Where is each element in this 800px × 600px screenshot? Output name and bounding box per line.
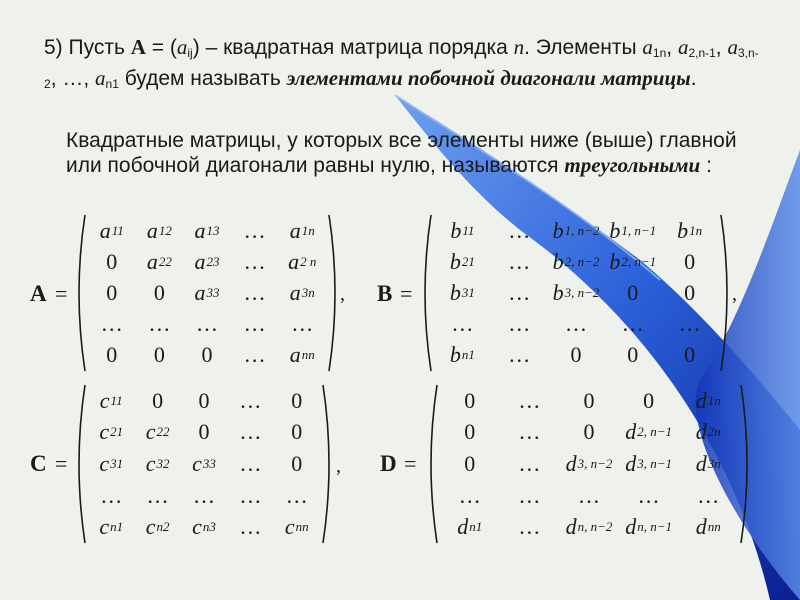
matrix-d-label: D (380, 451, 397, 476)
element-symbol: c (99, 419, 110, 445)
matrix-cell (231, 340, 279, 371)
matrix-cell (678, 448, 738, 480)
element-index: 22 (158, 253, 172, 269)
matrix-grid (88, 385, 320, 543)
matrix-cell (619, 417, 679, 449)
matrix-cell (559, 480, 619, 512)
element-index: 22 (156, 424, 170, 440)
matrix-cell (231, 309, 279, 340)
matrix-cell (88, 215, 136, 246)
element-symbol: b (552, 217, 564, 243)
right-parenthesis (721, 215, 727, 371)
matrix-cell (88, 448, 134, 480)
matrix-cell (231, 277, 279, 308)
element-symbol: a (194, 248, 206, 274)
element-index: 11 (111, 222, 124, 238)
element-symbol: a (146, 248, 158, 274)
element-symbol: a (289, 342, 301, 368)
element-value: … (508, 311, 531, 337)
element-index: n1 (461, 347, 475, 363)
element-index: 2, n−2 (564, 253, 600, 269)
element-value: 0 (153, 279, 165, 305)
matrix-cell (440, 417, 500, 449)
element-symbol: d (625, 419, 637, 445)
element-symbol: a (194, 279, 206, 305)
element-index: 1, n−1 (621, 222, 657, 238)
matrix-cell (227, 417, 273, 449)
matrix-cell (434, 215, 491, 246)
matrix-cell (491, 215, 548, 246)
matrix-cell (88, 246, 136, 277)
element-value: … (243, 248, 266, 274)
matrix-d (428, 383, 750, 545)
matrix-grid (434, 215, 718, 371)
matrix-cell (559, 448, 619, 480)
element-value: 0 (198, 419, 210, 445)
matrix-d-equals: = (404, 451, 417, 476)
matrix-cell (274, 385, 320, 417)
element-value: 0 (153, 342, 165, 368)
matrix-cell (678, 480, 738, 512)
element-value: 0 (464, 419, 476, 445)
matrix-cell (181, 448, 227, 480)
matrix-cell (491, 309, 548, 340)
element-symbol: c (99, 450, 110, 476)
matrix-cell (231, 215, 279, 246)
matrix-a-equals: = (55, 281, 68, 306)
matrix-cell (183, 246, 231, 277)
element-symbol: b (677, 217, 689, 243)
matrix-cell (134, 417, 180, 449)
element-value: … (243, 342, 266, 368)
element-symbol: d (695, 387, 707, 413)
matrix-cell (559, 511, 619, 543)
matrix-A-symbol: A (130, 35, 146, 59)
element-symbol: b (449, 248, 461, 274)
element-value: 0 (627, 342, 639, 368)
element-index: 11 (462, 222, 475, 238)
left-parenthesis (425, 215, 431, 371)
element-value: … (146, 482, 169, 508)
element-index: 3n (707, 455, 721, 471)
matrix-cell (278, 309, 326, 340)
matrix-cell (136, 277, 184, 308)
matrix-cell (548, 340, 605, 371)
element-value: … (285, 482, 308, 508)
right-parenthesis (329, 215, 335, 371)
element-index: n, n−2 (577, 519, 613, 535)
element-index: 11 (110, 392, 123, 408)
element-value: 0 (198, 387, 210, 413)
element-value: 0 (643, 387, 655, 413)
element-value: … (518, 387, 541, 413)
element-value: 0 (291, 419, 303, 445)
element-value: … (451, 311, 474, 337)
element-index: 31 (110, 455, 124, 471)
element-value: 0 (291, 387, 303, 413)
matrix-b-label: B (377, 281, 393, 306)
matrix-cell (88, 417, 134, 449)
matrix-cell (136, 215, 184, 246)
element-index: 31 (461, 284, 475, 300)
element-index: nn (301, 347, 315, 363)
element-symbol: d (565, 514, 577, 540)
matrix-cell (559, 417, 619, 449)
matrix-c-comma: , (336, 455, 341, 477)
element-value: … (100, 482, 123, 508)
matrix-cell (134, 448, 180, 480)
matrix-cell (136, 309, 184, 340)
element-index: 33 (202, 455, 216, 471)
matrix-cell (500, 417, 560, 449)
element-value: … (239, 450, 262, 476)
matrix-cell (88, 385, 134, 417)
element-value: … (239, 482, 262, 508)
matrix-cell (181, 480, 227, 512)
matrix-cell (604, 277, 661, 308)
matrix-cell (440, 511, 500, 543)
element-value: 0 (291, 450, 303, 476)
element-index: 2 n (300, 253, 317, 269)
matrix-cell (88, 480, 134, 512)
element-value: … (239, 387, 262, 413)
element-symbol: d (565, 450, 577, 476)
matrix-cell (661, 340, 718, 371)
element-value: … (621, 311, 644, 337)
matrix-cell (500, 480, 560, 512)
element-index: n3 (202, 519, 216, 535)
matrix-cell (678, 385, 738, 417)
matrix-grid (440, 385, 738, 543)
matrix-cell (183, 309, 231, 340)
matrix-cell (661, 246, 718, 277)
left-parenthesis (79, 385, 85, 543)
matrix-cell (274, 448, 320, 480)
element-index: n1 (110, 519, 124, 535)
element-value: … (518, 482, 541, 508)
matrix-cell (181, 511, 227, 543)
matrix-cell (619, 511, 679, 543)
matrix-cell (134, 511, 180, 543)
element-symbol: b (609, 248, 621, 274)
element-index: 21 (110, 424, 124, 440)
element-value: … (508, 279, 531, 305)
matrix-cell (227, 511, 273, 543)
matrix-b (422, 213, 730, 373)
element-symbol: b (552, 279, 564, 305)
matrix-cell (274, 417, 320, 449)
element-symbol: c (192, 514, 202, 540)
matrix-a-comma: , (340, 283, 345, 305)
element-value: 0 (464, 387, 476, 413)
element-index: 3, n−1 (637, 455, 672, 471)
matrix-cell (227, 385, 273, 417)
element-symbol: b (449, 279, 461, 305)
matrix-cell (604, 246, 661, 277)
matrix-cell (278, 246, 326, 277)
matrix-cell (274, 511, 320, 543)
matrix-a (76, 213, 338, 373)
matrix-cell (559, 385, 619, 417)
element-value: … (564, 311, 587, 337)
matrix-cell (619, 385, 679, 417)
element-value: … (697, 482, 720, 508)
element-value: 0 (684, 279, 696, 305)
element-symbol: d (695, 450, 707, 476)
element-symbol: c (145, 514, 156, 540)
element-value: 0 (570, 342, 582, 368)
term-side-diagonal: элементами побочной диагонали матрицы (286, 66, 691, 90)
element-value: … (243, 311, 266, 337)
matrix-cell (88, 340, 136, 371)
element-symbol: d (625, 450, 637, 476)
matrix-cell (500, 448, 560, 480)
element-symbol: c (145, 419, 156, 445)
matrix-cell (661, 309, 718, 340)
matrix-cell (604, 340, 661, 371)
matrix-cell (548, 277, 605, 308)
matrix-cell (678, 511, 738, 543)
matrix-c-label: C (30, 451, 47, 476)
element-value: … (192, 482, 215, 508)
matrix-cell (136, 340, 184, 371)
matrix-cell (434, 340, 491, 371)
element-symbol: a (99, 217, 111, 243)
element-index: 21 (461, 253, 475, 269)
matrix-cell (278, 277, 326, 308)
matrix-cell (440, 448, 500, 480)
element-value: 0 (627, 279, 639, 305)
matrix-cell (136, 246, 184, 277)
element-value: … (100, 311, 123, 337)
element-index: 32 (156, 455, 170, 471)
matrix-cell (619, 448, 679, 480)
element-value: … (239, 419, 262, 445)
matrix-cell (500, 385, 560, 417)
element-symbol: c (284, 514, 295, 540)
matrix-cell (440, 385, 500, 417)
matrix-cell (548, 246, 605, 277)
element-symbol: c (192, 450, 202, 476)
element-index: 1n (301, 222, 315, 238)
matrix-cell (278, 340, 326, 371)
matrix-cell (181, 417, 227, 449)
element-value: 0 (583, 387, 595, 413)
element-value: 0 (106, 248, 118, 274)
matrix-cell (88, 511, 134, 543)
matrix-cell (227, 448, 273, 480)
matrix-cell (434, 246, 491, 277)
element-symbol: d (457, 514, 469, 540)
element-index: 2n (707, 424, 721, 440)
element-value: … (195, 311, 218, 337)
matrix-cell (227, 480, 273, 512)
element-value: … (637, 482, 660, 508)
element-symbol: b (450, 217, 462, 243)
right-parenthesis (323, 385, 329, 543)
matrix-cell (134, 480, 180, 512)
element-value: … (508, 248, 531, 274)
matrix-cell (548, 215, 605, 246)
element-value: … (518, 419, 541, 445)
element-value: … (239, 514, 262, 540)
element-value: … (518, 514, 541, 540)
matrix-cell (434, 277, 491, 308)
element-symbol: a (146, 217, 158, 243)
element-value: 0 (152, 387, 164, 413)
matrix-cell (134, 385, 180, 417)
matrix-cell (500, 511, 560, 543)
element-value: … (148, 311, 171, 337)
element-symbol: c (99, 514, 110, 540)
element-value: … (243, 279, 266, 305)
matrix-cell (604, 309, 661, 340)
element-value: 0 (684, 342, 696, 368)
matrix-cell (183, 215, 231, 246)
matrix-cell (491, 246, 548, 277)
element-symbol: a (289, 279, 301, 305)
matrix-grid (88, 215, 326, 371)
element-value: 0 (464, 450, 476, 476)
matrix-cell (88, 277, 136, 308)
element-symbol: d (695, 419, 707, 445)
element-value: … (678, 311, 701, 337)
element-index: n, n−1 (637, 519, 672, 535)
element-symbol: a (288, 248, 300, 274)
element-index: n2 (156, 519, 170, 535)
matrix-b-equals: = (400, 281, 413, 306)
element-value: … (518, 450, 541, 476)
element-index: 3n (301, 284, 315, 300)
matrix-cell (491, 340, 548, 371)
matrix-cell (678, 417, 738, 449)
left-parenthesis (79, 215, 85, 371)
element-index: 33 (206, 284, 220, 300)
element-value: 0 (684, 248, 696, 274)
element-index: n1 (469, 519, 483, 535)
element-symbol: a (194, 217, 206, 243)
element-symbol: d (625, 514, 637, 540)
element-value: … (243, 217, 266, 243)
element-value: 0 (201, 342, 213, 368)
element-index: 3, n−2 (564, 284, 600, 300)
matrix-b-comma: , (732, 283, 737, 305)
matrix-cell (88, 309, 136, 340)
element-index: 1n (689, 222, 703, 238)
element-value: 0 (583, 419, 595, 445)
matrix-cell (548, 309, 605, 340)
element-value: … (291, 311, 314, 337)
term-triangular: треугольными (564, 153, 701, 177)
element-symbol: b (449, 342, 461, 368)
paragraph-triangular: Квадратные матрицы, у которых все элементы ниже (выше) главной или побочной диагонали равны нулю, называются треугольными : (66, 129, 737, 177)
matrix-cell (183, 277, 231, 308)
element-index: 23 (206, 253, 220, 269)
element-index: nn (707, 519, 721, 535)
item-number: 5) (44, 36, 63, 59)
element-index: 2, n−1 (637, 424, 672, 440)
matrix-cell (434, 309, 491, 340)
element-symbol: b (609, 217, 621, 243)
matrix-cell (183, 340, 231, 371)
matrix-c (76, 383, 332, 545)
matrix-cell (278, 215, 326, 246)
matrix-cell (440, 480, 500, 512)
element-symbol: c (145, 450, 156, 476)
element-value: … (508, 342, 531, 368)
matrix-cell (661, 277, 718, 308)
element-symbol: b (552, 248, 564, 274)
element-index: 13 (206, 222, 220, 238)
element-value: 0 (106, 279, 118, 305)
matrix-cell (231, 246, 279, 277)
left-parenthesis (431, 385, 437, 543)
element-value: 0 (106, 342, 118, 368)
matrix-cell (491, 277, 548, 308)
element-value: … (577, 482, 600, 508)
element-value: … (458, 482, 481, 508)
element-symbol: d (695, 514, 707, 540)
element-index: 1n (707, 392, 721, 408)
element-value: … (508, 217, 531, 243)
element-index: 1, n−2 (564, 222, 600, 238)
element-symbol: a (289, 217, 301, 243)
matrix-cell (604, 215, 661, 246)
element-symbol: c (99, 387, 110, 413)
element-index: 2, n−1 (621, 253, 657, 269)
right-parenthesis (741, 385, 747, 543)
matrix-c-equals: = (55, 451, 68, 476)
element-index: nn (295, 519, 309, 535)
matrix-cell (661, 215, 718, 246)
element-index: 3, n−2 (577, 455, 613, 471)
matrix-a-label: A (30, 281, 47, 306)
matrix-cell (619, 480, 679, 512)
paragraph-side-diagonal: 5) Пусть $A = (a_{ij})$ – квадратная матрица порядка n. Элементы $a_{1n}$, $a_{2,n-1}$, $a_{3,n-2}$, …, $a_{n1}$ будем называть элементами побочной диагонали матрицы. (44, 35, 759, 91)
matrix-cell (274, 480, 320, 512)
element-index: 12 (158, 222, 172, 238)
matrix-cell (181, 385, 227, 417)
